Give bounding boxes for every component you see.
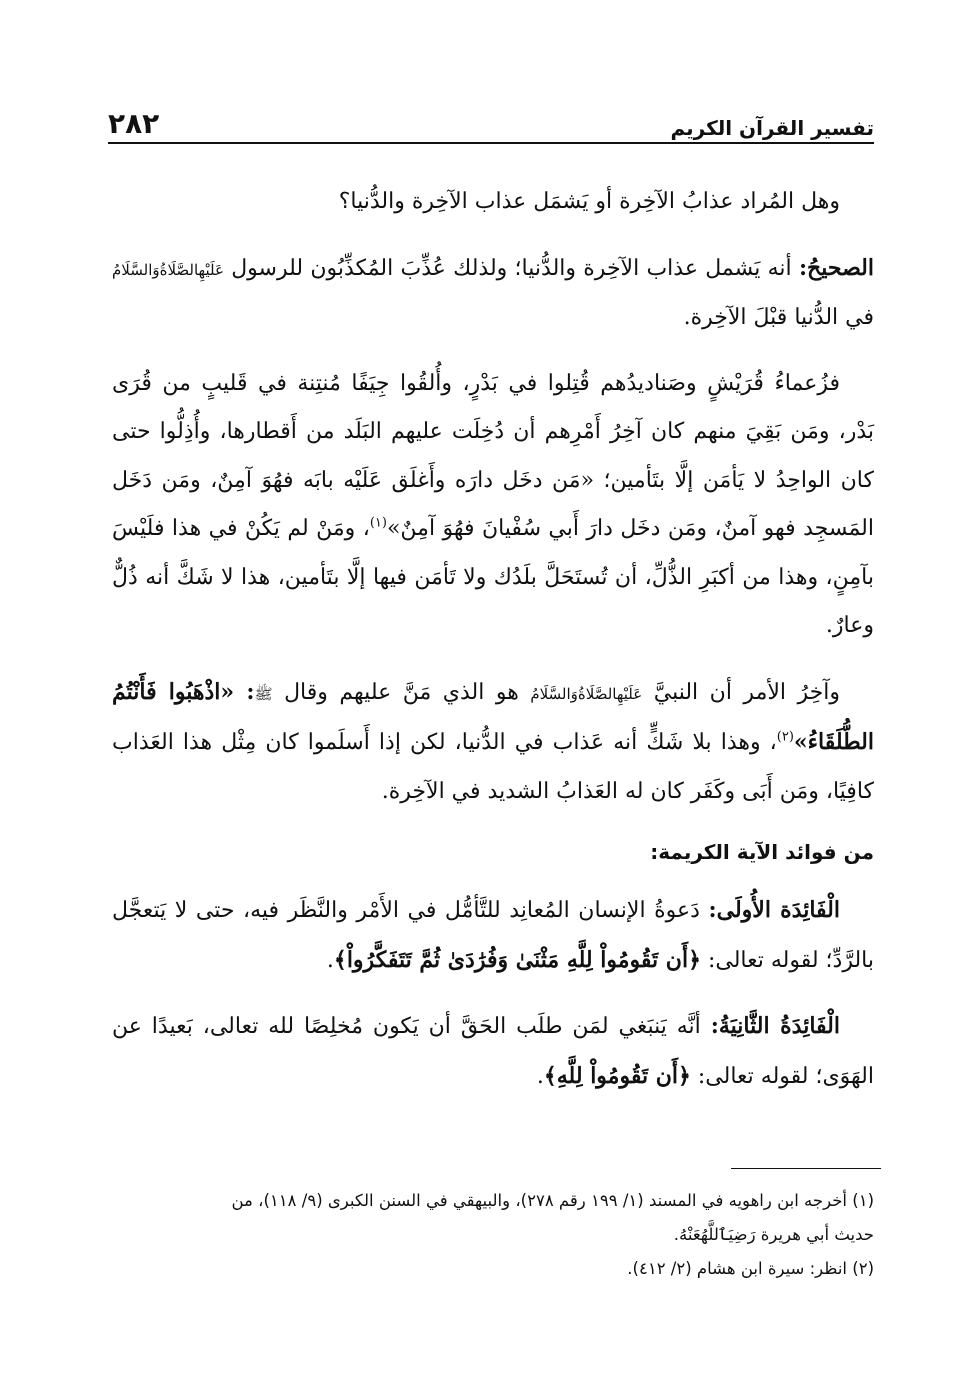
- footnote-1-line-2: حديث أبي هريرة رَضِيَٱللَّهُعَنْهُ.: [673, 1225, 874, 1244]
- paragraph-answer: [112, 244, 874, 343]
- paragraph-question: [112, 178, 874, 227]
- honorific: عَلَيْهِالصَّلَاةُوَالسَّلَامُ: [530, 684, 643, 703]
- page-header: [108, 102, 874, 144]
- quran-verse: ﴿أَن تَقُومُواْ لِلَّهِ مَثْنَىٰ وَفُرَٰدَىٰ ثُمَّ تَتَفَكَّرُواْ﴾: [333, 946, 701, 973]
- paragraph-tulaqa: [112, 668, 874, 817]
- benefit-2-text: أنَّه يَنبَغي لمَن طلَب الحَقَّ أن يَكون مُخلِصًا لله تعالى، بَعيدًا عن الهَوَى؛ لقوله تعالى:: [112, 1014, 874, 1089]
- benefit-1-end: .: [326, 947, 334, 973]
- main-text: [112, 178, 874, 1118]
- answer-text: أنه يَشمل عذاب الآخِرة والدُّنيا؛ ولذلك عُذِّبَ المُكذِّبُون للرسول: [223, 255, 799, 281]
- tulaqa-text-a: وآخِرُ الأمر أن النبيَّ: [642, 679, 840, 705]
- honorific: عَلَيْهِالصَّلَاةُوَالسَّلَامُ: [112, 260, 224, 279]
- benefit-2: [112, 1002, 874, 1101]
- page-number: ٢٨٢: [108, 107, 160, 140]
- footnote-1-line-1: (١) أخرجه ابن راهويه في المسند (١/ ١٩٩ رقم ٢٧٨)، والبيهقي في السنن الكبرى (٩/ ١١٨)، من: [231, 1191, 874, 1210]
- answer-end: في الدُّنيا قبْلَ الآخِرة.: [683, 305, 874, 330]
- quraysh-text-a: فزُعماءُ قُرَيْشٍ وصَناديدُهم قُتِلوا في بَدْرٍ، وأُلقُوا جِيَفًا مُنتِنة في قَليبٍ من قُرَى بَدْر، ومَن بَقِيَ منهم كان آخِرُ أَمْرِهم أن دُخِلَت عليهم البَلَد من أَقطارها، وأُذِلُّوا حتى كان الواحِدُ لا يَأمَن إلَّا بتَأمين؛ «مَن دخَل دارَه وأَغلَق عَلَيْه بابَه فهُوَ آمِنٌ، ومَن دَخَل المَسجِد فهو آمنٌ، ومَن دخَل دارَ أَبي سُفْيانَ فهُوَ آمِنٌ»: [112, 370, 875, 541]
- quran-verse: ﴿أَن تَقُومُواْ لِلَّهِ﴾: [543, 1062, 691, 1089]
- tulaqa-text-b: هو الذي مَنَّ عليهم وقال: [272, 679, 531, 705]
- benefit-2-end: .: [536, 1063, 544, 1089]
- question-text: وهل المُراد عذابُ الآخِرة أو يَشمَل عذاب الآخِرة والدُّنيا؟: [338, 189, 840, 214]
- quraysh-text-b: ، ومَنْ لم يَكُنْ في هذا فلَيْسَ بآمِنٍ، وهذا من أكبَرِ الذُّلِّ، أن تُستَحَلَّ بلَدُك ولا تَأمَن فيها إلَّا بتَأمين، هذا لا شَكَّ أنه ذُلٌّ وعارٌ.: [112, 516, 874, 638]
- benefit-2-lead: الْفَائِدَةُ الثَّانِيَةُ:: [710, 1013, 840, 1039]
- salutation-glyph: ﷺ: [254, 684, 273, 703]
- section-title: من فوائد الآية الكريمة:: [650, 840, 874, 864]
- footnote-divider: [731, 1168, 881, 1169]
- tulaqa-quote: : «اذْهَبُوا فَأَنْتُمُ الطُّلَقَاءُ»: [112, 678, 874, 755]
- footnote-ref-2[interactable]: (٢): [776, 729, 794, 745]
- footnote-ref-1[interactable]: (١): [369, 515, 387, 531]
- tulaqa-text-d: ، وهذا بلا شَكٍّ أنه عَذاب في الدُّنيا، لكن إذا أَسلَموا كان مِثْل هذا العَذاب كافِيًا، ومَن أَبَى وكَفَر كان له العَذابُ الشديد في الآخِرة.: [112, 730, 874, 804]
- footnote-2: (٢) انظر: سيرة ابن هشام (٢/ ٤١٢).: [627, 1259, 874, 1278]
- benefit-1-text: دَعوةُ الإنسان المُعانِد للتَّأمُّل في الأَمْر والنَّظَر فيه، حتى لا يَتعجَّل بالرَّدِّ؛ لقوله تعالى:: [112, 898, 874, 973]
- book-title: تفسير القرآن الكريم: [670, 116, 874, 140]
- paragraph-quraysh: [112, 360, 874, 651]
- footnotes: [112, 1184, 874, 1286]
- benefit-1: [112, 886, 874, 985]
- answer-lead: الصحيحُ:: [798, 254, 874, 281]
- benefit-1-lead: الْفَائِدَة الأُولَى:: [708, 897, 841, 923]
